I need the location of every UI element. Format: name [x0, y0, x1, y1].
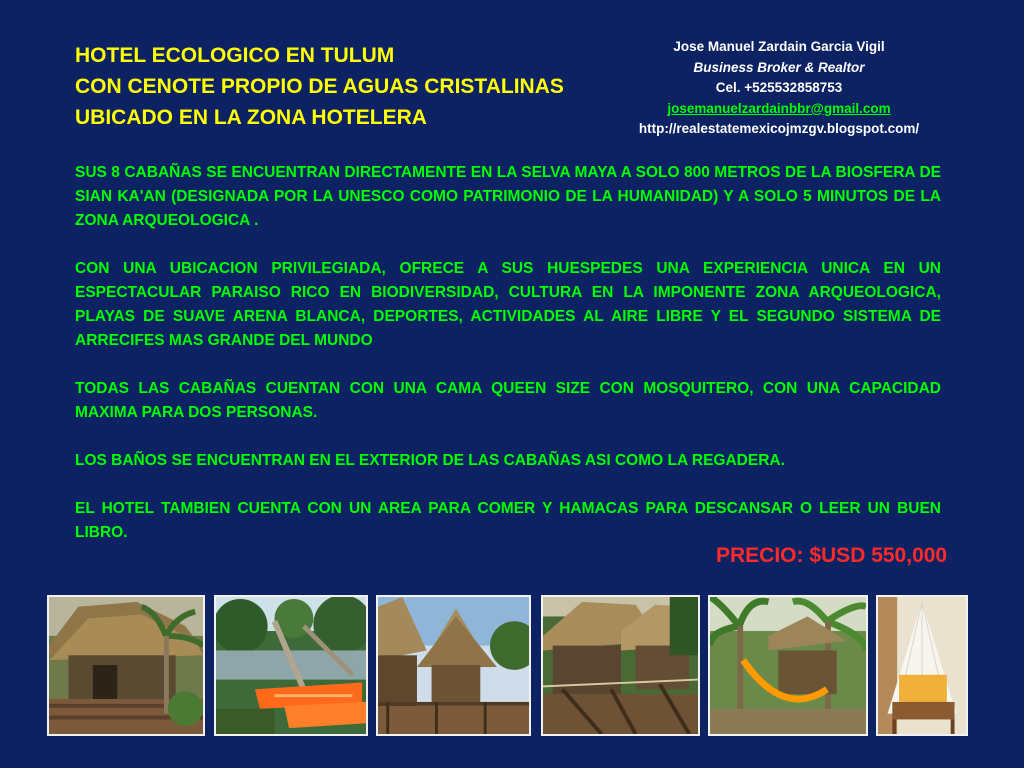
- photo-cabin-palms: [47, 595, 205, 736]
- title-line-2: CON CENOTE PROPIO DE AGUAS CRISTALINAS: [75, 75, 564, 98]
- contact-email-link[interactable]: josemanuelzardainbbr@gmail.com: [667, 100, 891, 116]
- photo-palapas-sky: [376, 595, 531, 736]
- paragraph-beds: TODAS LAS CABAÑAS CUENTAN CON UNA CAMA QUEEN SIZE CON MOSQUITERO, CON UNA CAPACIDAD MAXIMA PARA DOS PERSONAS.: [75, 380, 941, 421]
- paragraph-bathrooms: LOS BAÑOS SE ENCUENTRAN EN EL EXTERIOR DE LAS CABAÑAS ASI COMO LA REGADERA.: [75, 452, 785, 469]
- photo-bed-mosquito-net: [876, 595, 968, 736]
- contact-phone: Cel. +525532858753: [715, 80, 843, 95]
- contact-name: Jose Manuel Zardain Garcia Vigil: [673, 39, 885, 54]
- contact-role: Business Broker & Realtor: [693, 59, 865, 75]
- title-line-1: HOTEL ECOLOGICO EN TULUM: [75, 44, 395, 67]
- photo-cabanas-walkway: [541, 595, 700, 736]
- title-line-3: UBICADO EN LA ZONA HOTELERA: [75, 106, 427, 129]
- contact-website: http://realestatemexicojmzgv.blogspot.com/: [638, 121, 920, 136]
- price-label: PRECIO: $USD 550,000: [716, 544, 948, 567]
- paragraph-location: SUS 8 CABAÑAS SE ENCUENTRAN DIRECTAMENTE EN LA SELVA MAYA A SOLO 800 METROS DE LA BIOSFERA DE SIAN KA'AN (DESIGNADA POR LA UNESCO COMO PATRIMONIO DE LA HUMANIDAD) Y A SOLO 5 MINUTOS DE LA ZONA ARQUEOLOGICA .: [75, 164, 941, 229]
- paragraph-experience: CON UNA UBICACION PRIVILEGIADA, OFRECE A SUS HUESPEDES UNA EXPERIENCIA UNICA EN UN ESPECTACULAR PARAISO RICO EN BIODIVERSIDAD, CULTURA EN LA IMPONENTE ZONA ARQUEOLOGICA, PLAYAS DE SUAVE ARENA BLANCA, DEPORTES, ACTIVIDADES AL AIRE LIBRE Y EL SEGUNDO SISTEMA DE ARRECIFES MAS GRANDE DEL MUNDO: [75, 260, 941, 349]
- photo-hammock: [708, 595, 868, 736]
- description: [75, 161, 941, 569]
- listing-title: [75, 40, 564, 133]
- contact-block: [600, 37, 958, 140]
- photo-cenote-kayaks: [214, 595, 368, 736]
- paragraph-amenities: EL HOTEL TAMBIEN CUENTA CON UN AREA PARA COMER Y HAMACAS PARA DESCANSAR O LEER UN BUEN LIBRO.: [75, 500, 941, 541]
